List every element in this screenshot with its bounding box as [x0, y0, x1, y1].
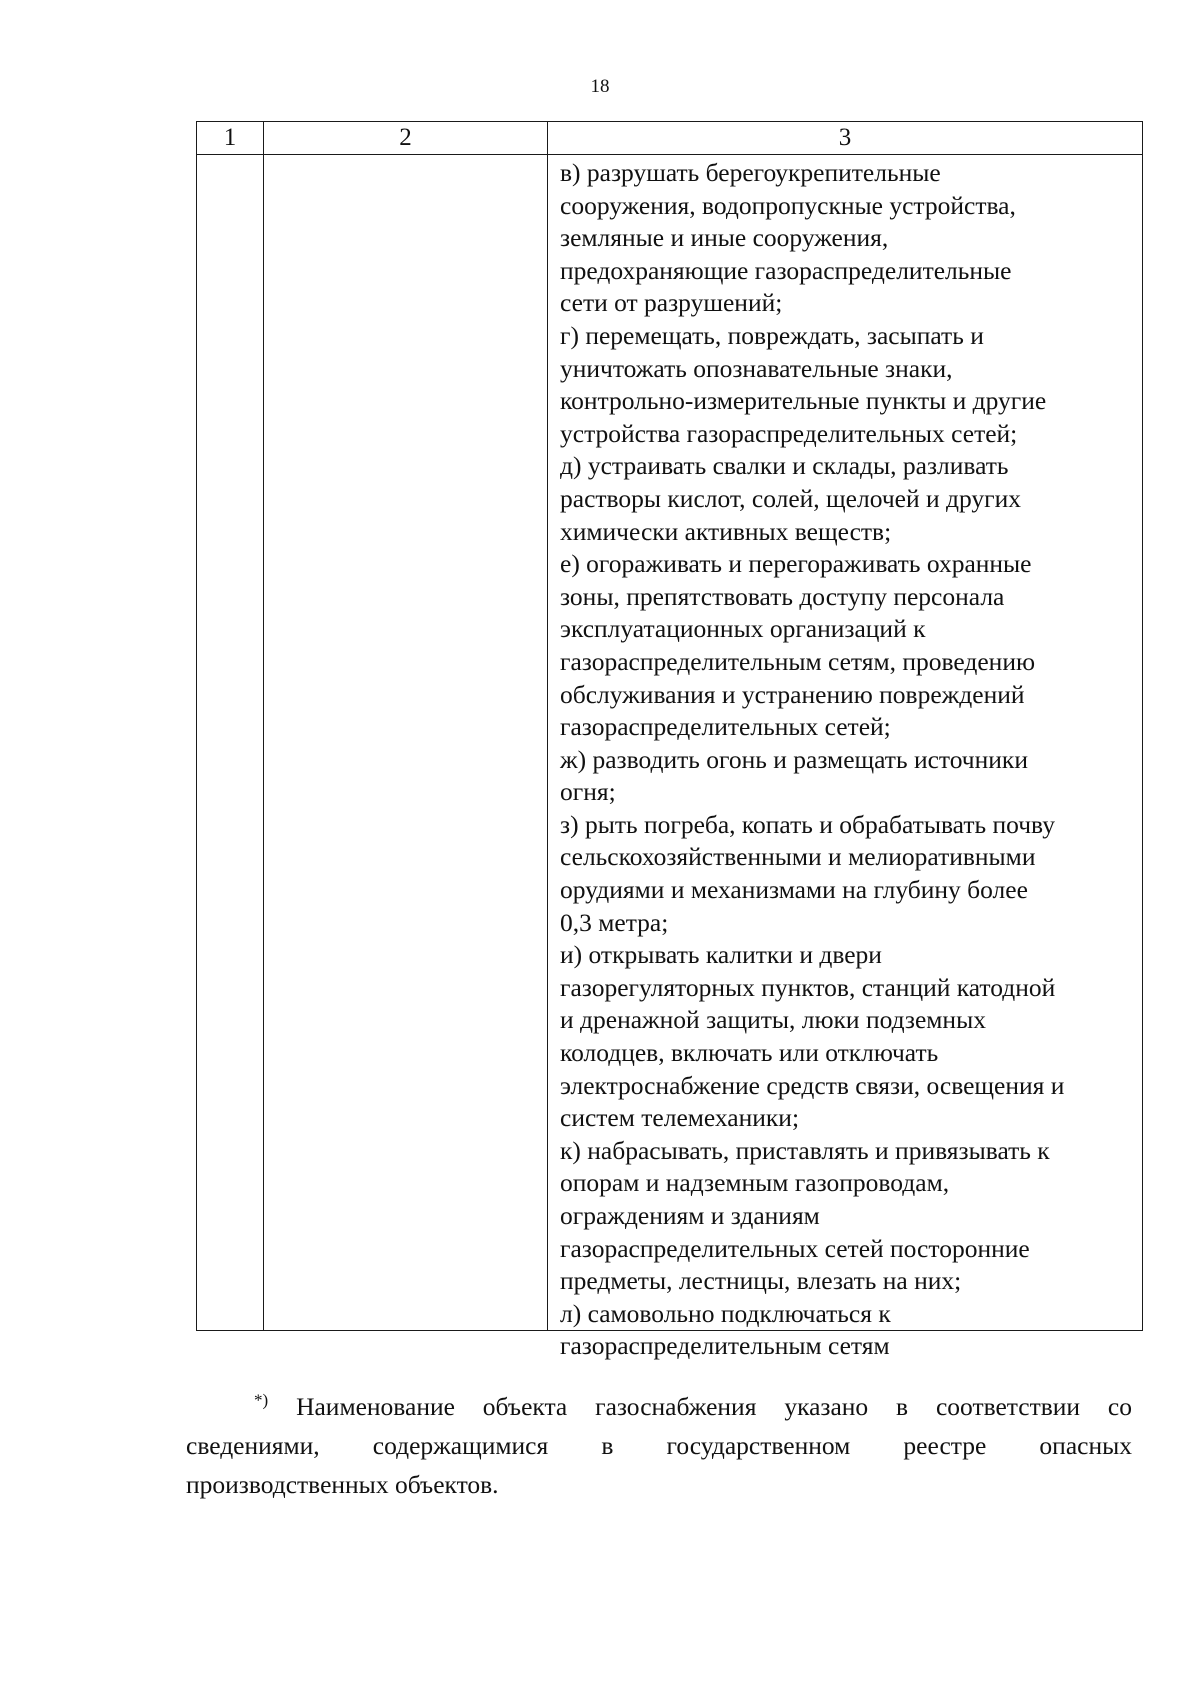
table-cell-col2: [264, 155, 548, 1331]
list-line: предохраняющие газораспределительные: [560, 255, 1012, 285]
list-line: зоны, препятствовать доступу персонала: [560, 581, 1005, 611]
list-line: земляные и иные сооружения,: [560, 223, 889, 253]
list-line: ограждениям и зданиям: [560, 1201, 820, 1230]
list-line: опорам и надземным газопроводам,: [560, 1168, 950, 1198]
list-line: газорегуляторных пунктов, станций катодной: [560, 972, 1056, 1002]
list-line: уничтожать опознавательные знаки,: [560, 353, 953, 383]
list-line: г) перемещать, повреждать, засыпать и: [560, 320, 984, 350]
page-number: 18: [590, 76, 610, 97]
prohibitions-list: [548, 155, 1142, 1361]
list-line: обслуживания и устранению повреждений: [560, 679, 1025, 709]
list-line: систем телемеханики;: [560, 1103, 800, 1133]
list-line: и) открывать калитки и двери: [560, 940, 882, 970]
column-header-1: 1: [197, 122, 264, 155]
list-line: эксплуатационных организаций к: [560, 614, 926, 644]
list-line: газораспределительных сетей посторонние: [560, 1233, 1030, 1263]
list-line: л) самовольно подключаться к: [560, 1298, 891, 1328]
footnote-line: производственных объектов.: [186, 1470, 499, 1499]
list-line: з) рыть погреба, копать и обрабатывать почву: [560, 809, 1055, 839]
list-line: к) набрасывать, приставлять и привязывать к: [560, 1135, 1050, 1165]
list-line: сооружения, водопропускные устройства,: [560, 190, 1016, 220]
column-header-2: 2: [264, 122, 548, 155]
list-line: в) разрушать берегоукрепительные: [560, 158, 941, 187]
table-row: [197, 155, 1143, 1331]
list-line: е) огораживать и перегораживать охранные: [560, 549, 1032, 579]
list-line: газораспределительных сетей;: [560, 712, 891, 742]
footnote: [186, 1387, 1132, 1504]
list-line: предметы, лестницы, влезать на них;: [560, 1266, 962, 1296]
list-line: сельскохозяйственными и мелиоративными: [560, 842, 1036, 872]
column-header-3: 3: [548, 122, 1143, 155]
list-line: орудиями и механизмами на глубину более: [560, 875, 1028, 905]
list-line: колодцев, включать или отключать: [560, 1038, 939, 1068]
list-line: электроснабжение средств связи, освещения и: [560, 1070, 1065, 1100]
list-line: и дренажной защиты, люки подземных: [560, 1005, 986, 1035]
footnote-text: Наименование объекта газоснабжения указано в соответствии со: [296, 1392, 1133, 1421]
list-line: 0,3 метра;: [560, 907, 669, 937]
list-line: газораспределительным сетям, проведению: [560, 646, 1036, 676]
list-line: устройства газораспределительных сетей;: [560, 418, 1018, 448]
table-cell-col1: [197, 155, 264, 1331]
list-line: газораспределительным сетям: [560, 1331, 890, 1361]
table-header-row: [197, 122, 1143, 155]
list-line: сети от разрушений;: [560, 288, 783, 318]
list-line: ж) разводить огонь и размещать источники: [560, 744, 1028, 774]
list-line: д) устраивать свалки и склады, разливать: [560, 451, 1009, 481]
table-cell-col3: [548, 155, 1143, 1361]
footnote-marker: *): [254, 1390, 269, 1410]
footnote-line: [186, 1387, 1132, 1426]
list-line: огня;: [560, 777, 616, 807]
list-line: химически активных веществ;: [560, 516, 892, 546]
list-line: контрольно-измерительные пункты и другие: [560, 386, 1047, 416]
list-line: растворы кислот, солей, щелочей и других: [560, 483, 1021, 513]
footnote-line: сведениями, содержащимися в государственном реестре опасных: [186, 1431, 1132, 1460]
restrictions-table: [196, 121, 1143, 1361]
